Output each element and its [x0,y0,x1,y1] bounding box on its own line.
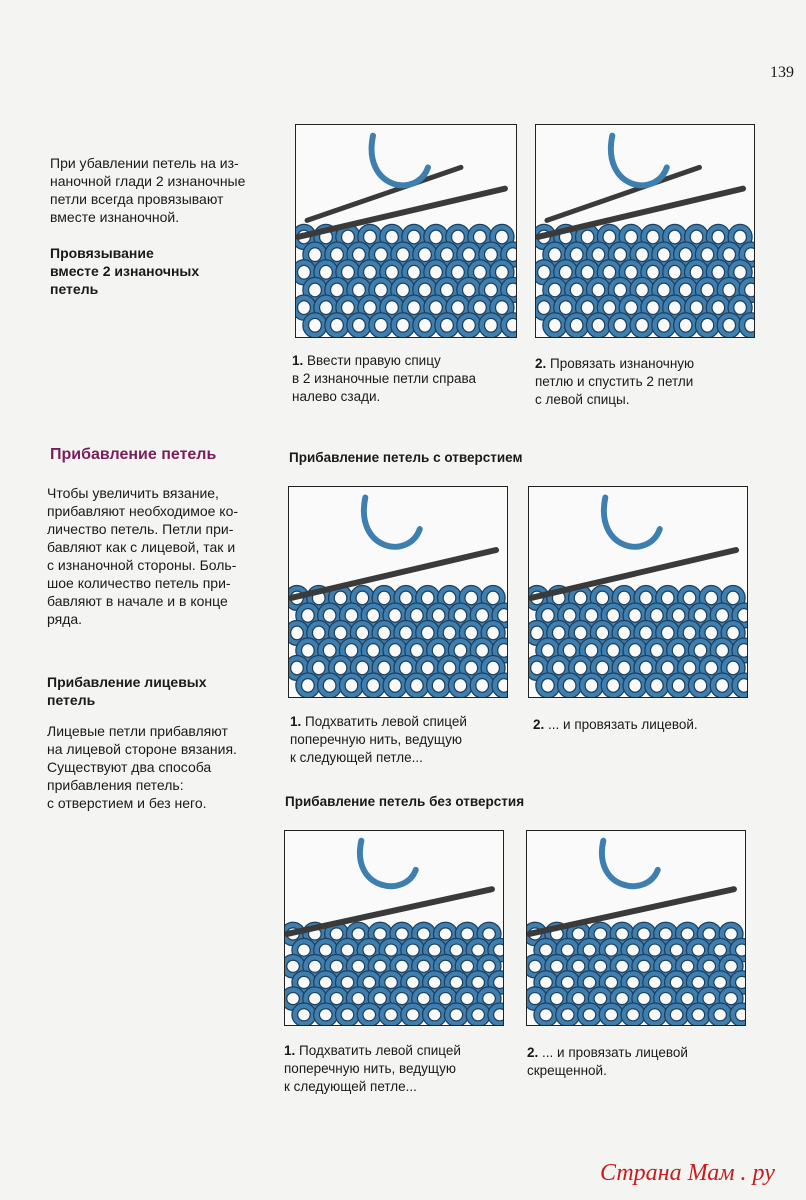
knit-fabric-icon [536,227,754,335]
without-hole-heading: Прибавление петель без отверстия [285,794,525,809]
knit-fabric-icon [296,227,516,335]
caption-without-hole-2: 2. ... и провязать лицевой скрещенной. [527,1045,688,1078]
knit-fabric-icon [529,588,747,695]
purl-decrease-intro: При убавлении петель на из- наночной глади 2 изнаночные петли всегда провязывают вместе изнаночной. [50,155,246,225]
knit-increase-heading: Прибавление лицевых петель [47,674,207,708]
knit-fabric-icon [289,588,507,695]
yarn-loop-icon [602,841,658,886]
figure-without-hole-1 [284,830,504,1026]
figure-with-hole-2 [528,486,748,698]
purl-decrease-heading: Провязывание вместе 2 изнаночных петель [50,245,200,297]
increase-intro: Чтобы увеличить вязание, прибавляют необходимое ко- личество петель. Петли при- бавляют как с лицевой, так и с изнаночной стороны. Боль- шое количество петель при- бавляют в начале и в конце ряда. [47,485,239,627]
page-number: 139 [770,64,794,81]
caption-purl-decrease-2: 2. Провязать изнаночную петлю и спустить 2 петли с левой спицы. [535,356,695,407]
knit-fabric-icon [285,925,503,1024]
yarn-loop-icon [360,841,416,886]
yarn-loop-icon [364,498,420,547]
watermark-logo: Страна Мам . ру [600,1160,775,1186]
figure-without-hole-2 [526,830,746,1026]
caption-purl-decrease-1: 1. Ввести правую спицу в 2 изнаночные петли справа налево сзади. [292,353,477,404]
caption-without-hole-1: 1. Подхватить левой спицей поперечную нить, ведущую к следующей петле... [284,1043,461,1094]
yarn-loop-icon [372,136,428,186]
caption-with-hole-2: 2. ... и провязать лицевой. [533,717,698,732]
with-hole-heading: Прибавление петель с отверстием [289,450,523,465]
knit-fabric-icon [527,925,745,1024]
yarn-loop-icon [604,498,660,547]
figure-purl-decrease-1 [295,124,517,338]
caption-with-hole-1: 1. Подхватить левой спицей поперечную нить, ведущую к следующей петле... [290,714,467,765]
section-title-increase: Прибавление петель [50,446,217,463]
yarn-loop-icon [611,136,667,186]
figure-purl-decrease-2 [535,124,755,338]
figure-with-hole-1 [288,486,508,698]
knit-increase-text: Лицевые петли прибавляют на лицевой стороне вязания. Существуют два способа прибавления петель: с отверстием и без него. [47,723,237,811]
